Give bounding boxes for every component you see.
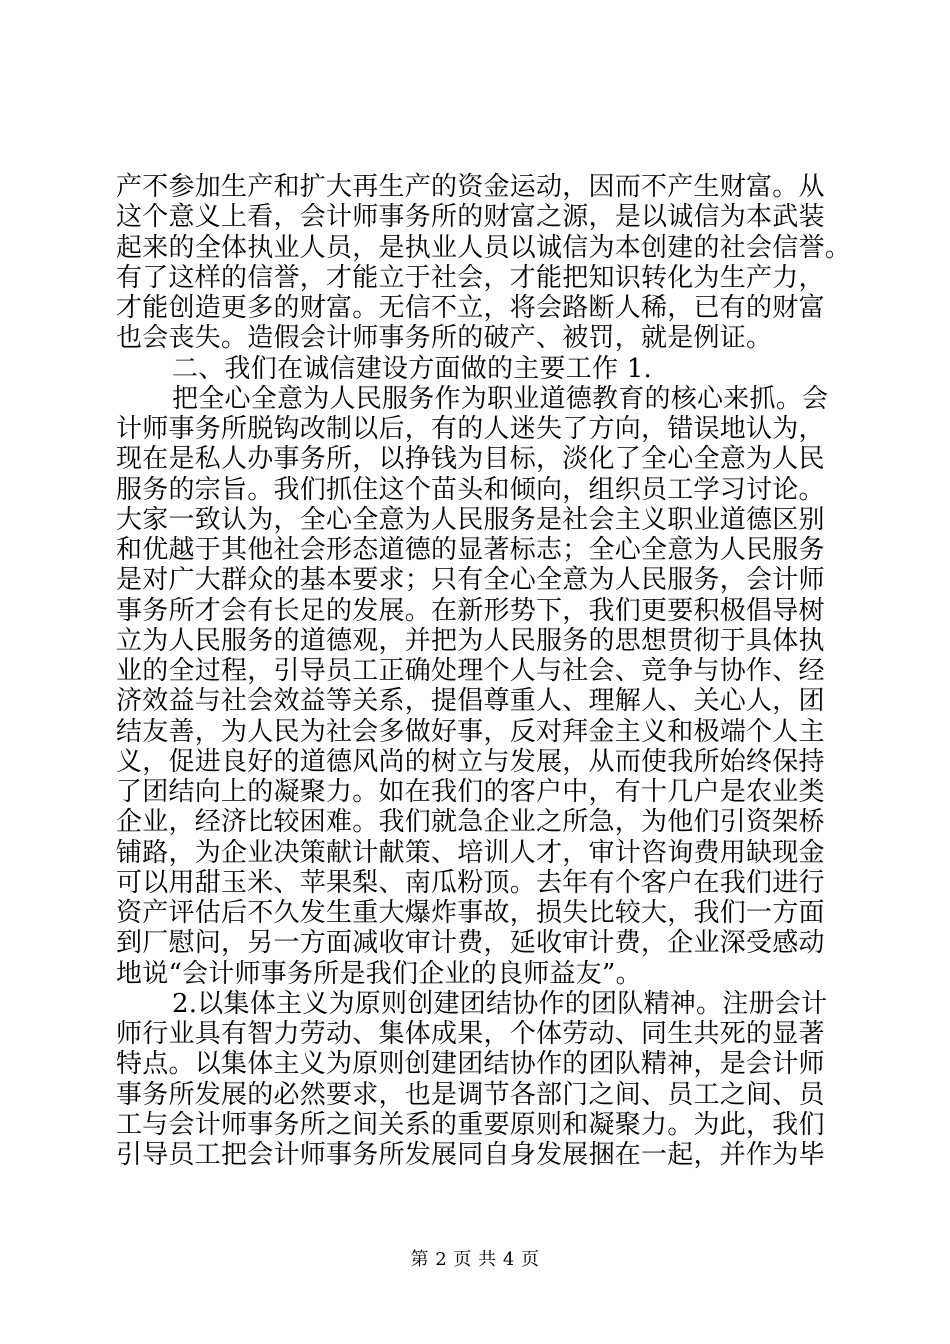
text-line: 特点。以集体主义为原则创建团结协作的团队精神，是会计师: [116, 1049, 825, 1080]
body-text: [116, 172, 852, 1170]
text-line: 到厂慰问，另一方面减收审计费，延收审计费，企业深受感动: [116, 928, 825, 959]
text-line: 师行业具有智力劳动、集体成果，个体劳动、同生共死的显著: [116, 1019, 825, 1049]
text-line: 济效益与社会效益等关系，提倡尊重人、理解人、关心人，团: [116, 686, 825, 717]
text-line: 企业，经济比较困难。我们就急企业之所急，为他们引资架桥: [116, 807, 825, 838]
text-line: 了团结向上的凝聚力。如在我们的客户中，有十几户是农业类: [116, 777, 825, 807]
text-line: 大家一致认为，全心全意为人民服务是社会主义职业道德区别: [116, 504, 825, 535]
text-line: 2.以集体主义为原则创建团结协作的团队精神。注册会计: [172, 988, 828, 1019]
text-line: 可以用甜玉米、苹果梨、南瓜粉顶。去年有个客户在我们进行: [116, 867, 825, 898]
text-line: 才能创造更多的财富。无信不立，将会路断人稀，已有的财富: [116, 293, 825, 323]
text-line: 事务所才会有长足的发展。在新形势下，我们更要积极倡导树: [116, 595, 825, 626]
text-line: 这个意义上看，会计师事务所的财富之源，是以诚信为本武装: [116, 202, 825, 233]
text-line: 是对广大群众的基本要求；只有全心全意为人民服务，会计师: [116, 565, 825, 596]
text-line: 业的全过程，引导员工正确处理个人与社会、竞争与协作、经: [116, 656, 825, 686]
page-footer: 第 2 页 共 4 页: [410, 1249, 540, 1270]
text-line: 义，促进良好的道德风尚的树立与发展，从而使我所始终保持: [116, 746, 825, 777]
text-line: 也会丧失。造假会计师事务所的破产、被罚，就是例证。: [116, 323, 773, 354]
text-line: 和优越于其他社会形态道德的显著标志；全心全意为人民服务: [116, 535, 825, 565]
text-line: 现在是私人办事务所，以挣钱为目标，淡化了全心全意为人民: [116, 444, 825, 475]
text-line: 资产评估后不久发生重大爆炸事故，损失比较大，我们一方面: [116, 898, 825, 928]
text-line: 计师事务所脱钩改制以后，有的人迷失了方向，错误地认为，: [116, 414, 825, 444]
text-line: 立为人民服务的道德观，并把为人民服务的思想贯彻于具体执: [116, 625, 825, 656]
text-line: 有了这样的信誉，才能立于社会，才能把知识转化为生产力，: [116, 262, 825, 293]
text-line: 把全心全意为人民服务作为职业道德教育的核心来抓。会: [172, 383, 829, 414]
text-line: 二、我们在诚信建设方面做的主要工作 1.: [172, 353, 653, 384]
text-line: 事务所发展的必然要求，也是调节各部门之间、员工之间、员: [116, 1079, 825, 1110]
text-line: 服务的宗旨。我们抓住这个苗头和倾向，组织员工学习讨论。: [116, 474, 825, 505]
text-line: 起来的全体执业人员，是执业人员以诚信为本创建的社会信誉。: [116, 232, 852, 263]
text-line: 工与会计师事务所之间关系的重要原则和凝聚力。为此，我们: [116, 1109, 825, 1140]
text-line: 铺路，为企业决策献计献策、培训人才，审计咨询费用缺现金: [116, 837, 825, 868]
text-line: 产不参加生产和扩大再生产的资金运动，因而不产生财富。从: [116, 172, 825, 202]
text-line: 结友善，为人民为社会多做好事，反对拜金主义和极端个人主: [116, 716, 825, 747]
text-line: 引导员工把会计师事务所发展同自身发展捆在一起，并作为毕: [116, 1140, 825, 1170]
text-line: 地说“会计师事务所是我们企业的良师益友”。: [116, 958, 642, 989]
